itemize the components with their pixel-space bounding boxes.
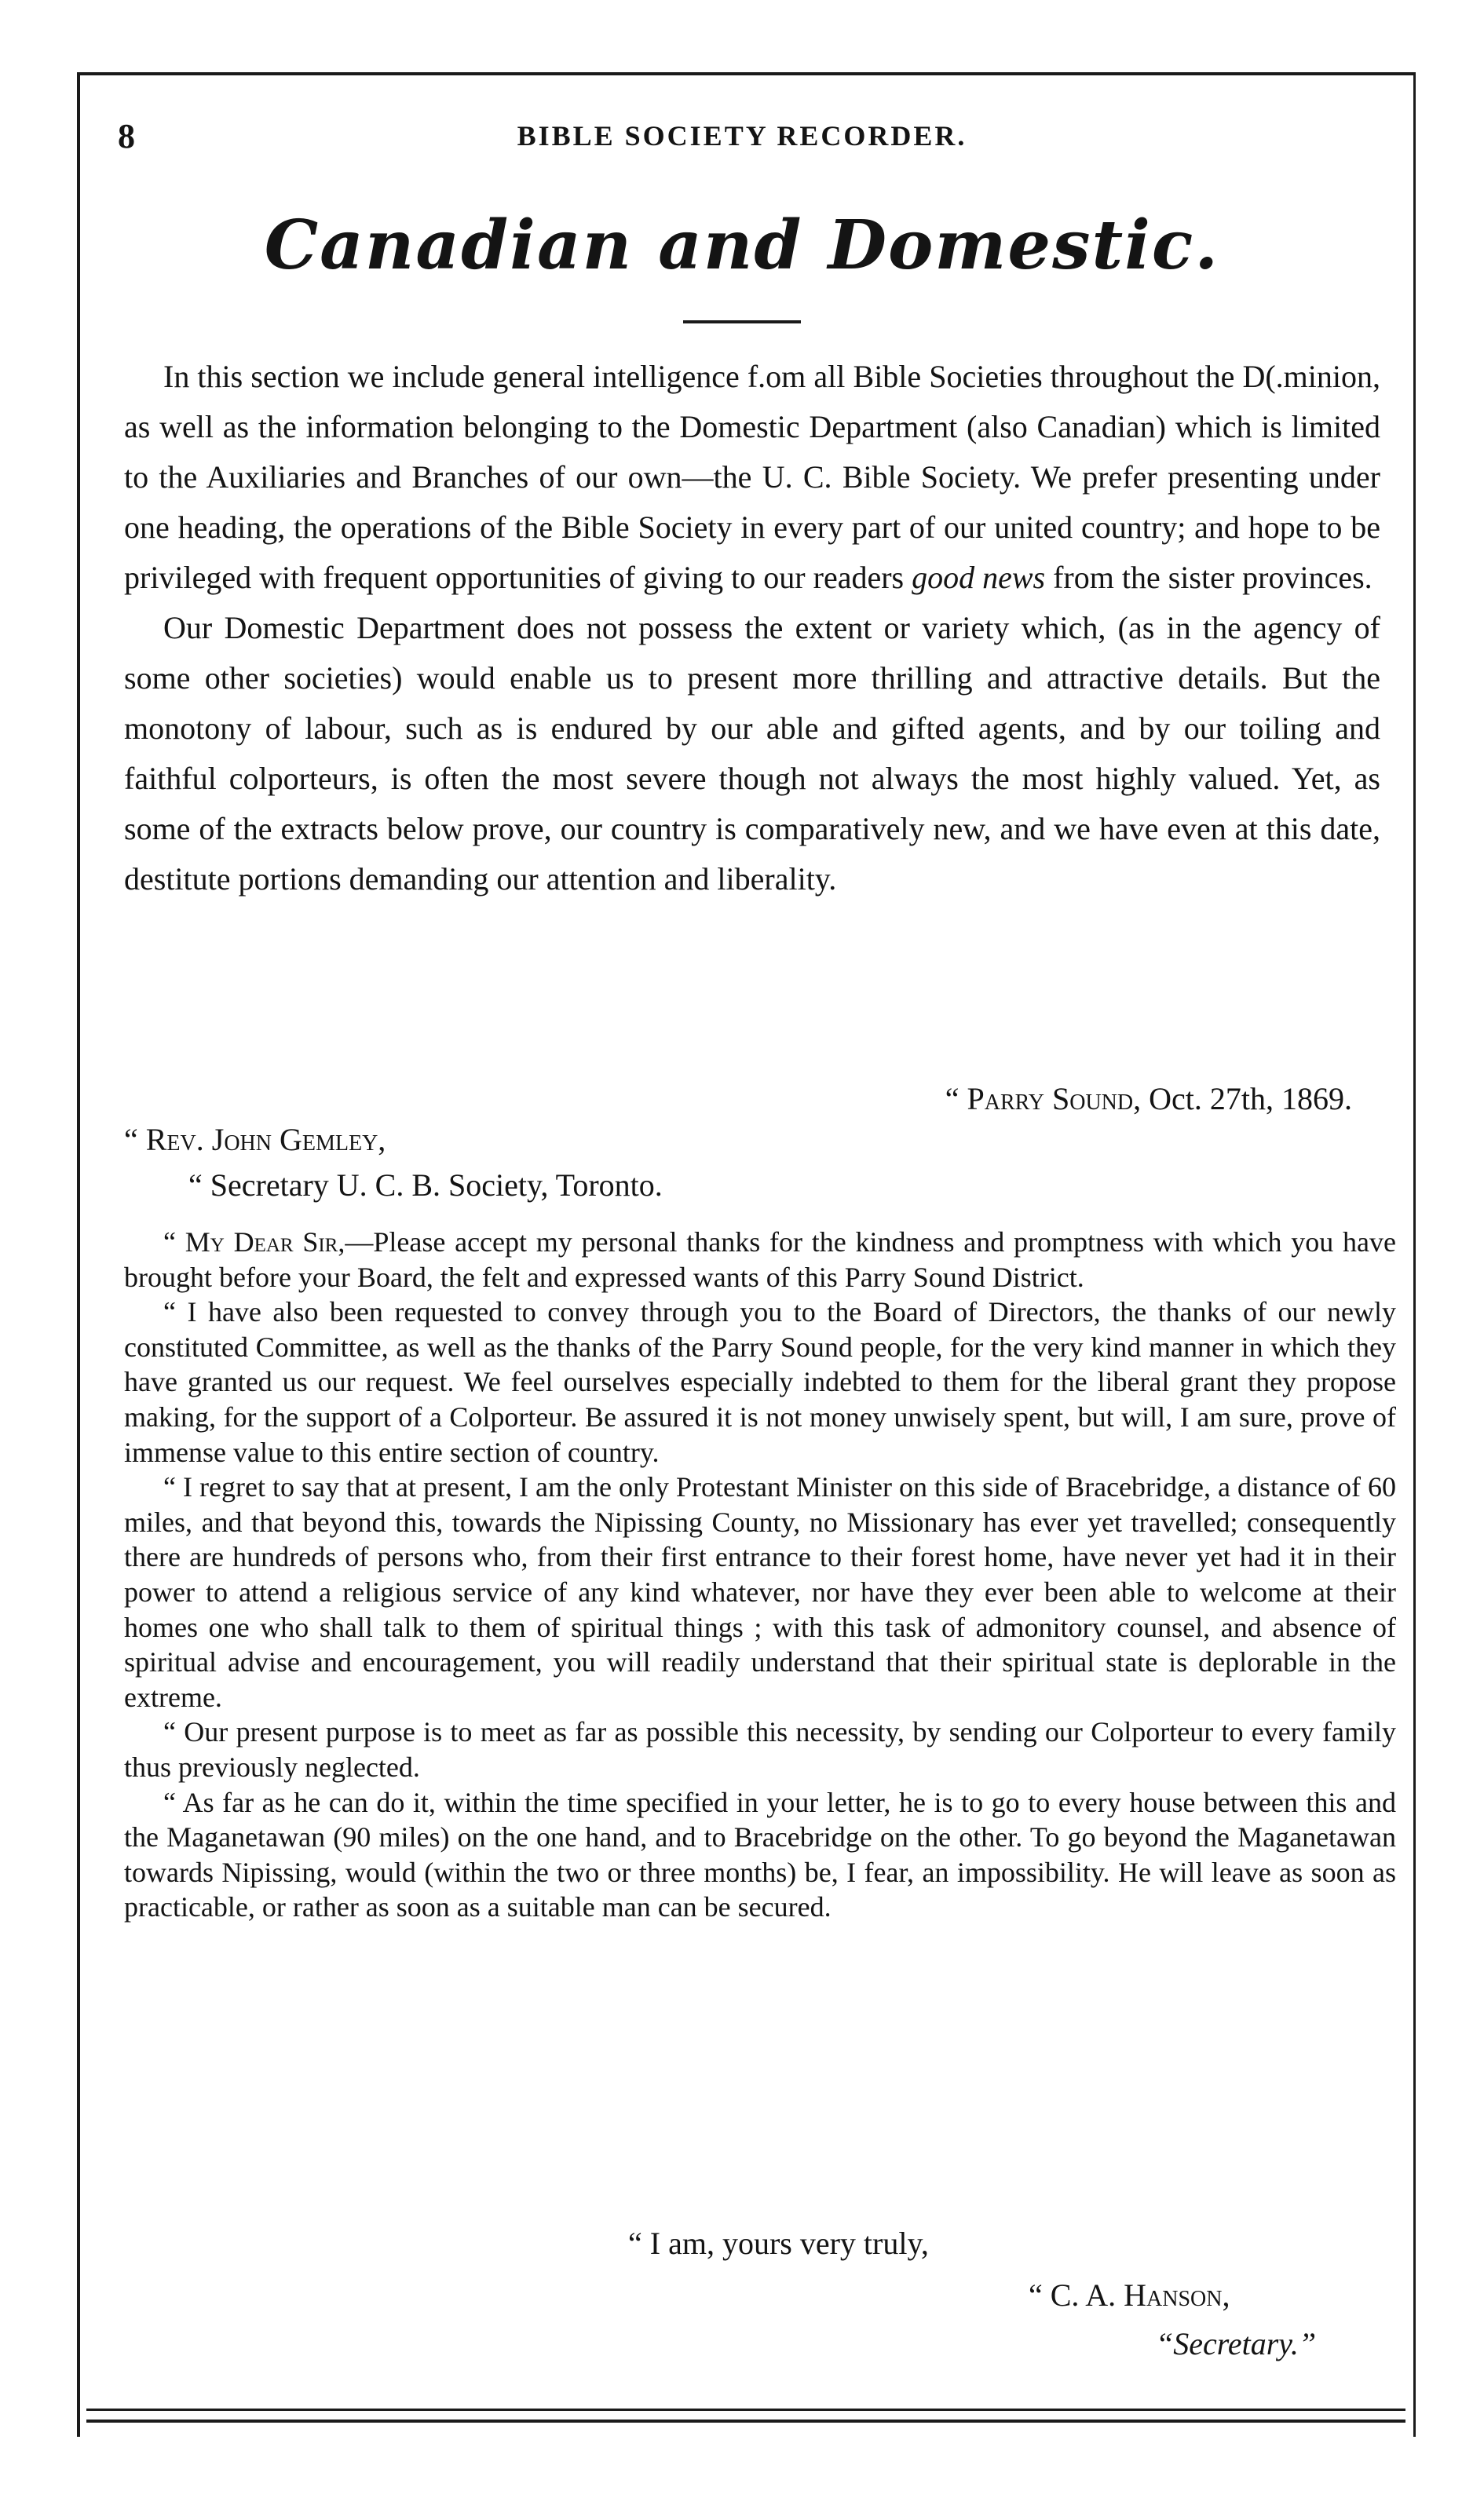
- letter-paragraph: “ Our present purpose is to meet as far as possible this necessity, by sending our Colporteur to every family thus previously neglected.: [124, 1716, 1396, 1783]
- letter-body: [124, 1225, 1396, 1925]
- page-number: 8: [118, 117, 135, 155]
- dateline-date: Oct. 27th, 1869.: [1149, 1081, 1352, 1116]
- intro-p1-emphasis: good news: [912, 560, 1046, 595]
- intro-p1-part-a: In this section we include general intelligence f.om all Bible Societies throughout the D(.minion, as well as the information belonging to the Domestic Department (also Canadian) which is limited to the Auxiliaries and Branches of our own—the U. C. Bible Society. We prefer presenting under one heading, the operations of the Bible Society in every part of our united country; and hope to be privileged with frequent opportunities of giving to our readers: [124, 359, 1380, 595]
- letter-signer-title: “Secretary.”: [1156, 2326, 1317, 2361]
- letter-signer: “ C. A. Hanson,: [1029, 2277, 1230, 2313]
- intro-text: [124, 352, 1380, 904]
- letter-paragraph-text: —Please accept my personal thanks for the kindness and promptness with which you have brought before your Board, the felt and expressed wants of this Parry Sound District.: [124, 1226, 1396, 1293]
- section-title: Canadian and Domestic.: [264, 206, 1220, 285]
- letter-salutation: “ My Dear Sir,: [163, 1226, 345, 1258]
- running-head: BIBLE SOCIETY RECORDER.: [517, 120, 967, 152]
- bottom-border-rule: [86, 2409, 1405, 2411]
- letter-paragraph: [124, 1225, 1396, 1295]
- letter-dateline: [945, 1080, 1352, 1117]
- bottom-border-rule-double: [86, 2420, 1405, 2423]
- addressee-title: “ Secretary U. C. B. Society, Toronto.: [188, 1167, 663, 1203]
- title-divider: [683, 320, 801, 323]
- intro-paragraph-2: Our Domestic Department does not possess the extent or variety which, (as in the agency of some other societies) would enable us to present more thrilling and attractive details. But the monotony of labour, such as is endured by our able and gifted agents, and by our toiling and faithful colporteurs, is often the most severe though not always the most highly valued. Yet, as some of the extracts below prove, our country is comparatively new, and we have even at this date, destitute portions demanding our attention and liberality.: [124, 610, 1380, 897]
- intro-paragraph-1: [124, 352, 1380, 603]
- letter-paragraph: “ As far as he can do it, within the time specified in your letter, he is to go to every house between this and the Maganetawan (90 miles) on the one hand, and to Bracebridge on the other. To go beyond the Maganetawan towards Nipissing, would (within the two or three months) be, I fear, an impossibility. He will leave as soon as practicable, or rather as soon as a suitable man can be secured.: [124, 1786, 1396, 1923]
- letter-paragraph: “ I regret to say that at present, I am the only Protestant Minister on this side of Bracebridge, a distance of 60 miles, and that beyond this, towards the Nipissing County, no Missionary has ever yet travelled; consequently there are hundreds of persons who, from their first entrance to their forest home, have never yet had it in their power to attend a religious service of any kind whatever, nor have they ever been able to welcome at their homes one who shall talk to them of spiritual things ; with this task of admonitory counsel, and absence of spiritual advise and encouragement, you will readily understand that their spiritual state is deplorable in the extreme.: [124, 1471, 1396, 1713]
- letter-paragraph: “ I have also been requested to convey through you to the Board of Directors, the thanks of our newly constituted Committee, as well as the thanks of the Parry Sound people, for the very kind manner in which they have granted us our request. We feel ourselves especially indebted to them for the liberal grant they propose making, for the support of a Colporteur. Be assured it is not money unwisely spent, but will, I am sure, prove of immense value to this entire section of country.: [124, 1296, 1396, 1468]
- letter-closing: “ I am, yours very truly,: [628, 2226, 929, 2261]
- addressee-name: “ Rev. John Gemley,: [124, 1122, 386, 1157]
- dateline-place: “ Parry Sound,: [945, 1081, 1142, 1116]
- intro-p1-part-b: from the sister provinces.: [1053, 560, 1373, 595]
